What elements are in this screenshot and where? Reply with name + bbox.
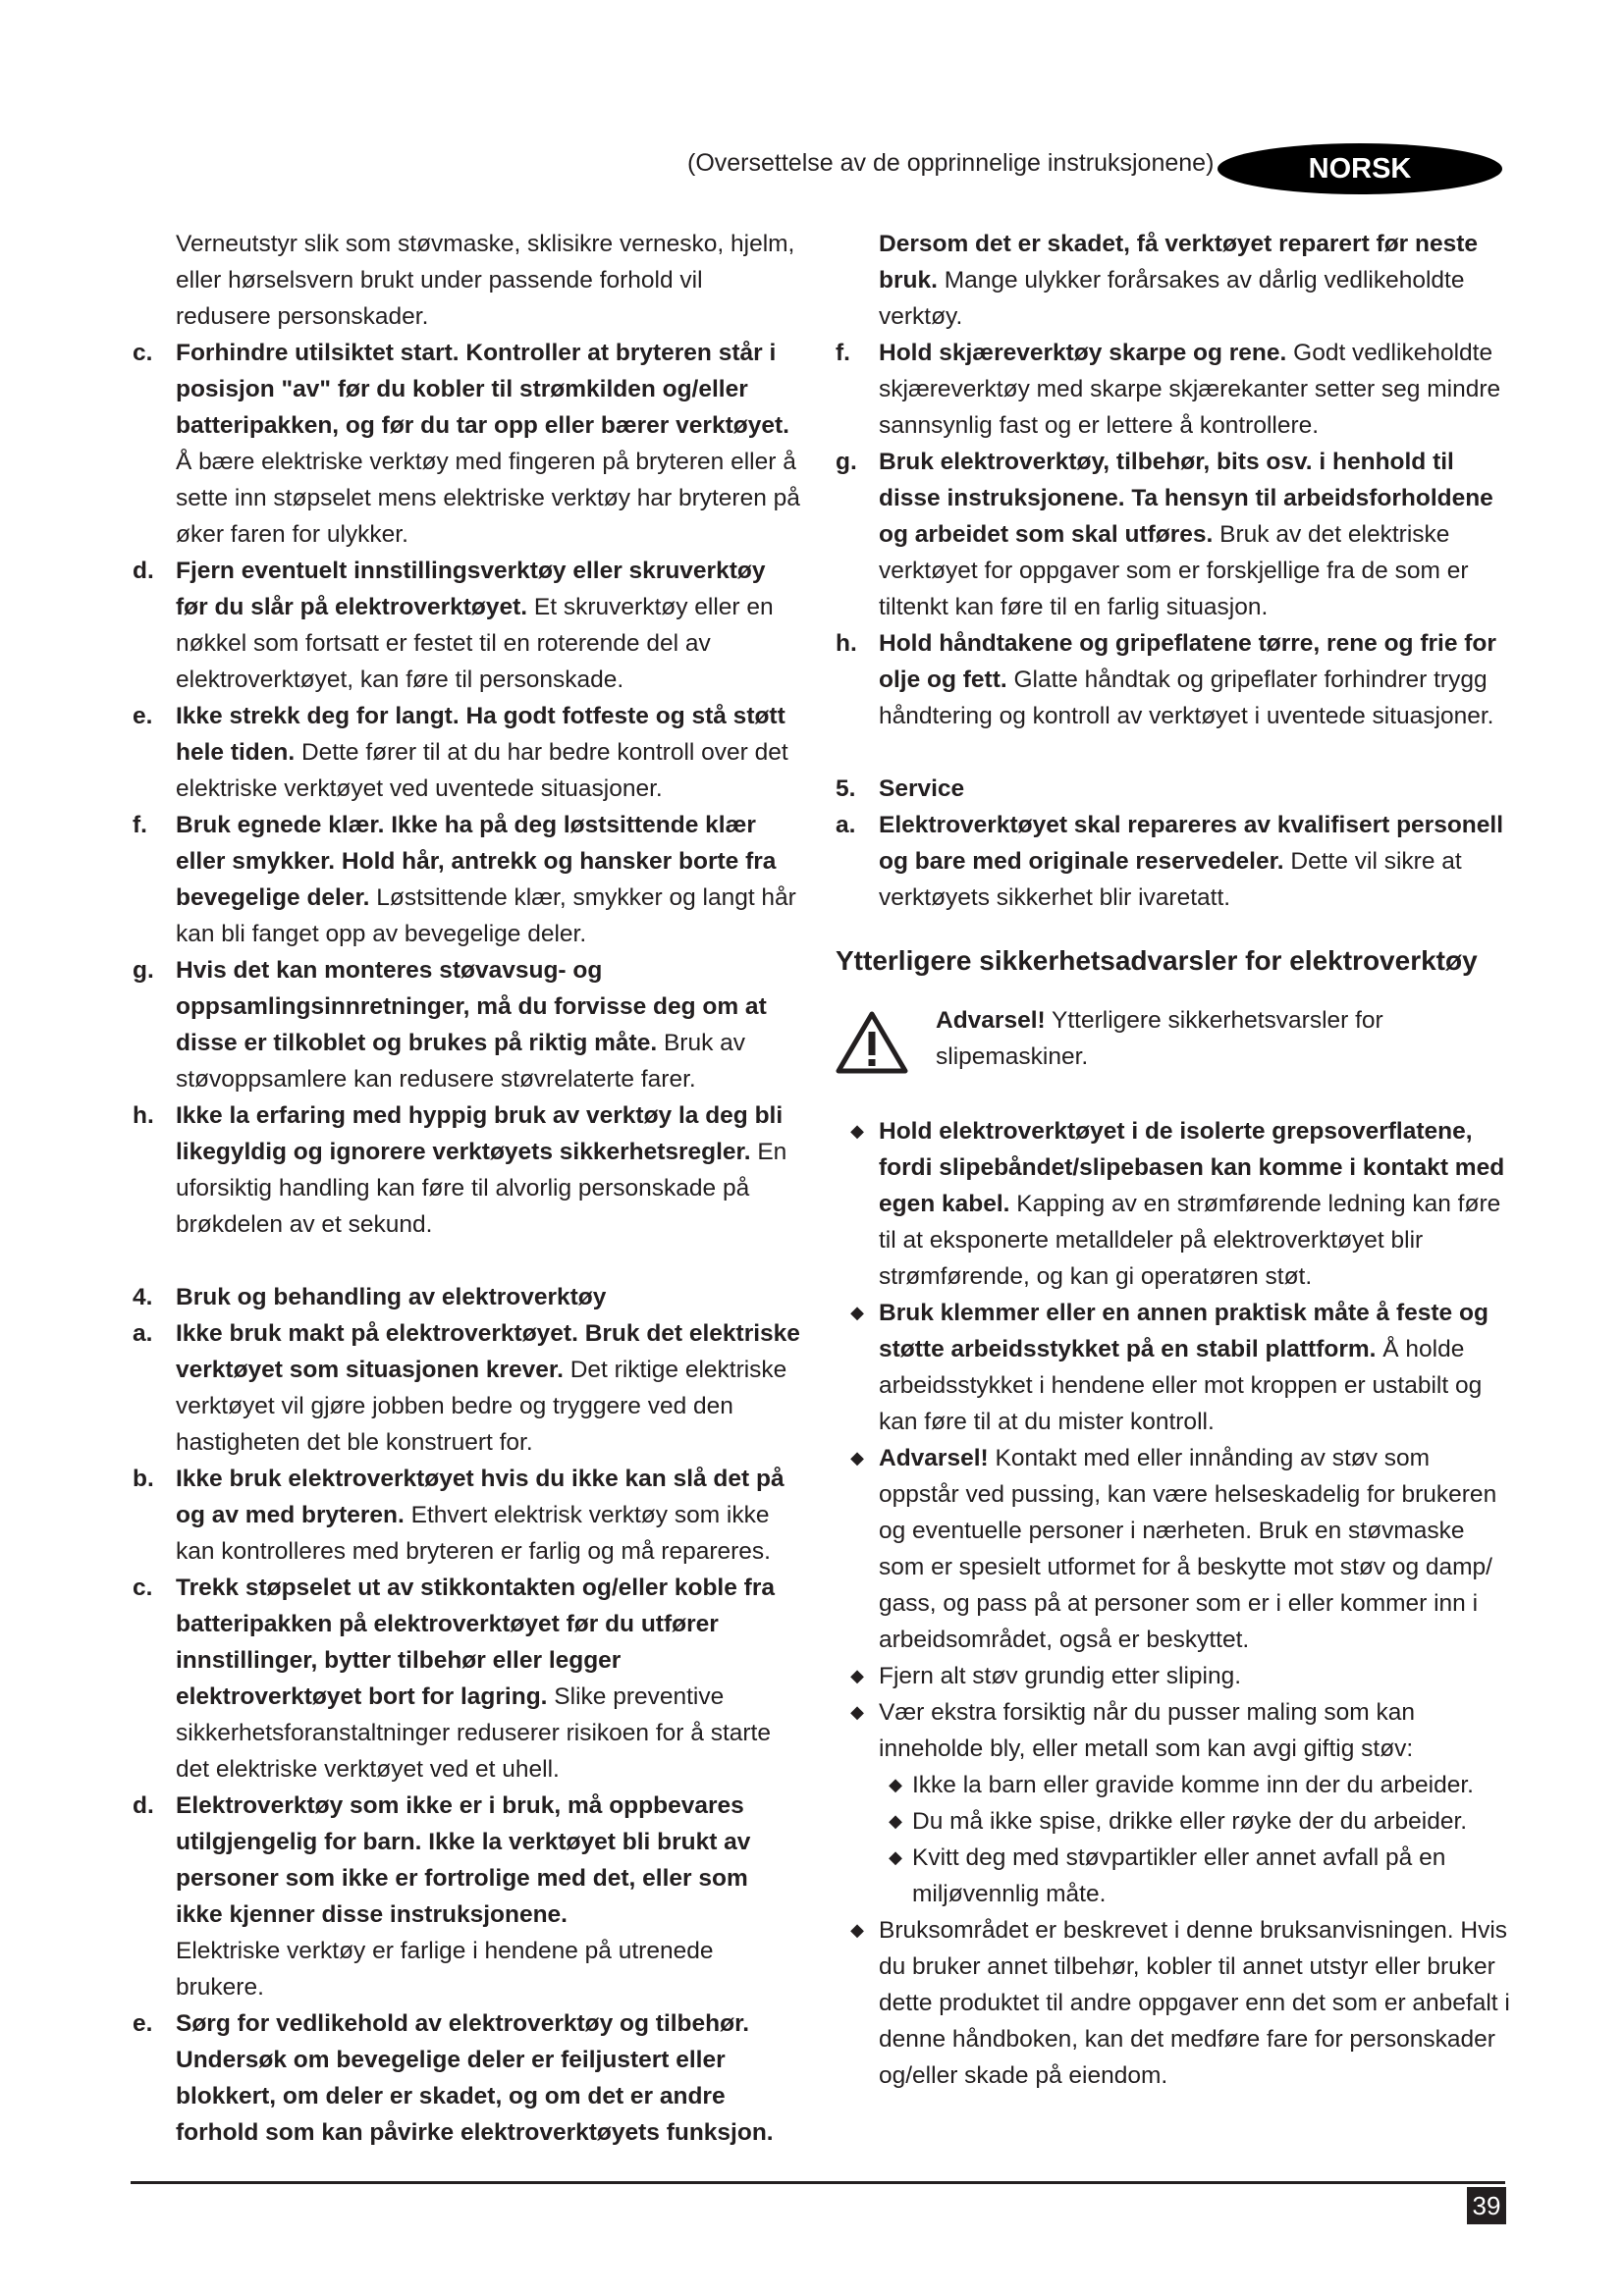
bullet-item: ◆ Bruksområdet er beskrevet i denne bruksanvisningen. Hvis du bruker annet tilbehør, kobler til annet utstyr eller bruker dette produktet til andre oppgaver enn det som er anbefalt i denne håndboken, kan det medføre fare for personskader og/eller skade på eiendom. — [836, 1912, 1513, 2094]
list-item: g. Bruk elektroverktøy, tilbehør, bits osv. i henhold til disse instruksjonene. Ta hensyn til arbeidsforholdene og arbeidet som skal utføres. Bruk av det elektriske verktøyet for oppgaver som er forskjellige fra de som er tiltenkt kan føre til en farlig situasjon. — [836, 449, 1493, 620]
diamond-bullet-icon: ◆ — [850, 1121, 864, 1141]
left-column — [133, 226, 800, 2151]
list-item: e. Ikke strekk deg for langt. Ha godt fotfeste og stå støtt hele tiden. Dette fører til at du har bedre kontroll over det elektriske verktøyet ved uventede situasjoner. — [133, 703, 788, 802]
list-item: c. Trekk støpselet ut av stikkontakten og/eller koble fra batteripakken på elektroverktøyet før du utfører innstillinger, bytter tilbehør eller legger elektroverktøyet bort for lagring. Slike preventive sikkerhetsforanstaltninger reduserer risikoen for å starte det elektriske verktøyet ved et uhell. — [133, 1575, 775, 1783]
warning-block: Advarsel! Ytterligere sikkerhetsvarsler for slipemaskiner. — [836, 1002, 1513, 1086]
list-item: g. Hvis det kan monteres støvavsug- og oppsamlingsinnretninger, må du forvisse deg om at disse er tilkoblet og brukes på riktig måte. Bruk av støvoppsamlere kan redusere støvrelaterte farer. — [133, 957, 767, 1093]
intro-paragraph: Verneutstyr slik som støvmaske, sklisikre vernesko, hjelm, eller hørselsvern brukt under passende forhold vil redusere personskader. — [176, 231, 795, 330]
bullet-item: ◆ Bruk klemmer eller en annen praktisk måte å feste og støtte arbeidsstykket på en stabil plattform. Å holde arbeidsstykket i hendene eller mot kroppen er ustabilt og kan føre til at du mister kontroll. — [836, 1295, 1513, 1440]
diamond-bullet-icon: ◆ — [850, 1448, 864, 1468]
list-item: c. Forhindre utilsiktet start. Kontroller at bryteren står i posisjon "av" før du kobler til strømkilden og/eller batteripakken, og før du tar opp eller bærer verktøyet. Å bære elektriske verktøy med fingeren på bryteren eller å sette inn støpselet mens elektriske verktøy har bryteren på øker faren for ulykker. — [133, 340, 800, 548]
list-item: d. Fjern eventuelt innstillingsverktøy eller skruverktøy før du slår på elektroverktøyet. Et skruverktøy eller en nøkkel som fortsatt er festet til en roterende del av elektroverktøyet, kan føre til personskade. — [133, 558, 774, 693]
diamond-bullet-icon: ◆ — [889, 1775, 902, 1794]
bullet-item: ◆ Fjern alt støv grundig etter sliping. — [836, 1658, 1513, 1694]
section-heading: 5. Service — [836, 775, 965, 802]
bullet-item: ◆ Vær ekstra forsiktig når du pusser maling som kan inneholde bly, eller metall som kan avgi giftig støv: — [836, 1694, 1513, 1767]
continued-paragraph: Dersom det er skadet, få verktøyet reparert før neste bruk. Mange ulykker forårsakes av dårlig vedlikeholdte verktøy. — [879, 231, 1479, 330]
section-heading: 4. Bruk og behandling av elektroverktøy — [133, 1284, 607, 1310]
page-subheading: Ytterligere sikkerhetsadvarsler for elektroverktøy — [836, 945, 1478, 976]
list-item: f. Bruk egnede klær. Ikke ha på deg løstsittende klær eller smykker. Hold hår, antrekk og hansker borte fra bevegelige deler. Løstsittende klær, smykker og langt hår kan bli fanget opp av bevegelige deler. — [133, 812, 796, 947]
bullet-item: ◆ Advarsel! Kontakt med eller innånding av støv som oppstår ved pussing, kan være helseskadelig for brukeren og eventuelle personer i nærheten. Bruk en støvmaske som er spesielt utformet for å beskytte mot støv og damp/ gass, og pass på at personer som er i eller kommer inn i arbeidsområdet, også er beskyttet. — [836, 1440, 1513, 1658]
sub-bullet-item: ◆ Du må ikke spise, drikke eller røyke der du arbeider. — [836, 1803, 1513, 1840]
list-item: a. Ikke bruk makt på elektroverktøyet. Bruk det elektriske verktøyet som situasjonen krever. Det riktige elektriske verktøyet vil gjøre jobben bedre og tryggere ved den hastigheten det ble konstruert for. — [133, 1320, 800, 1456]
sub-bullet-item: ◆ Ikke la barn eller gravide komme inn der du arbeider. — [836, 1767, 1513, 1803]
diamond-bullet-icon: ◆ — [850, 1702, 864, 1722]
list-item: b. Ikke bruk elektroverktøyet hvis du ikke kan slå det på og av med bryteren. Ethvert elektrisk verktøy som ikke kan kontrolleres med bryteren er farlig og må repareres. — [133, 1466, 785, 1565]
page-number: 39 — [1467, 2187, 1506, 2224]
diamond-bullet-icon: ◆ — [889, 1811, 902, 1831]
footer-rule — [131, 2181, 1505, 2184]
diamond-bullet-icon: ◆ — [850, 1303, 864, 1322]
list-item: f. Hold skjæreverktøy skarpe og rene. Godt vedlikeholdte skjæreverktøy med skarpe skjærekanter setter seg mindre sannsynlig fast og er lettere å kontrollere. — [836, 340, 1501, 439]
warning-triangle-icon — [836, 1010, 908, 1075]
bullet-item: ◆ Hold elektroverktøyet i de isolerte grepsoverflatene, fordi slipebåndet/slipebasen kan komme i kontakt med egen kabel. Kapping av en strømførende ledning kan føre til at eksponerte metalldeler på elektroverktøyet blir strømførende, og kan gi operatøren støt. — [836, 1113, 1513, 1295]
diamond-bullet-icon: ◆ — [850, 1920, 864, 1940]
list-item: d. Elektroverktøy som ikke er i bruk, må oppbevares utilgjengelig for barn. Ikke la verktøyet bli brukt av personer som ikke er fortrolige med det, eller som ikke kjenner disse instruksjonene. Elektriske verktøy er farlige i hendene på utrenede brukere. — [133, 1792, 751, 2001]
diamond-bullet-icon: ◆ — [889, 1847, 902, 1867]
header-subtitle: (Oversettelse av de opprinnelige instruksjonene) — [687, 149, 1215, 177]
diamond-bullet-icon: ◆ — [850, 1666, 864, 1685]
right-column — [836, 226, 1513, 2094]
list-item: h. Ikke la erfaring med hyppig bruk av verktøy la deg bli likegyldig og ignorere verktøyets sikkerhetsregler. En uforsiktig handling kan føre til alvorlig personskade på brøkdelen av et sekund. — [133, 1102, 787, 1238]
list-item: a. Elektroverktøyet skal repareres av kvalifisert personell og bare med originale reservedeler. Dette vil sikre at verktøyets sikkerhet blir ivaretatt. — [836, 812, 1503, 911]
sub-bullet-item: ◆ Kvitt deg med støvpartikler eller annet avfall på en miljøvennlig måte. — [836, 1840, 1513, 1912]
list-item: e. Sørg for vedlikehold av elektroverktøy og tilbehør. Undersøk om bevegelige deler er feiljustert eller blokkert, om deler er skadet, og om det er andre forhold som kan påvirke elektroverktøyets funksjon. — [133, 2010, 774, 2146]
language-badge: NORSK — [1218, 143, 1502, 194]
list-item: h. Hold håndtakene og gripeflatene tørre, rene og frie for olje og fett. Glatte håndtak og gripeflater forhindrer trygg håndtering og kontroll av verktøyet i uventede situasjoner. — [836, 630, 1496, 729]
